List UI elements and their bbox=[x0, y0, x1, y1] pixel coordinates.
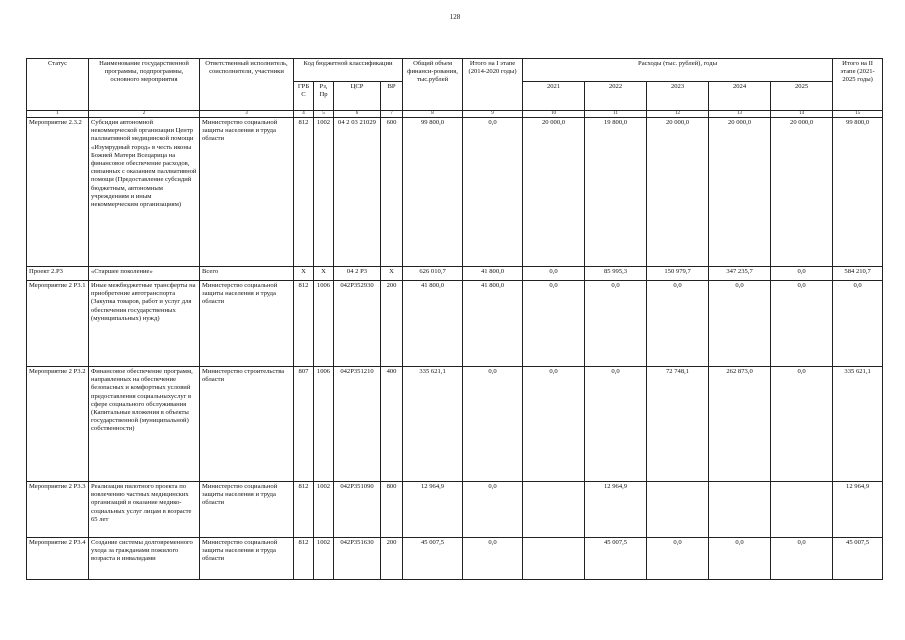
column-number: 10 bbox=[523, 111, 585, 118]
row-responsible: Министерство социальной защиты населения и труда области bbox=[200, 538, 294, 580]
row-2025: 0,0 bbox=[771, 281, 833, 367]
row-stage1: 41 800,0 bbox=[463, 281, 523, 367]
row-2024: 20 000,0 bbox=[709, 118, 771, 267]
row-grbs: 807 bbox=[294, 367, 314, 482]
column-number: 11 bbox=[585, 111, 647, 118]
row-2022: 0,0 bbox=[585, 367, 647, 482]
row-responsible: Министерство социальной защиты населения и труда области bbox=[200, 482, 294, 538]
column-number: 2 bbox=[89, 111, 200, 118]
row-grbs: Х bbox=[294, 267, 314, 281]
row-2023: 150 979,7 bbox=[647, 267, 709, 281]
table-row bbox=[27, 367, 883, 482]
row-2024 bbox=[709, 482, 771, 538]
row-2024: 0,0 bbox=[709, 538, 771, 580]
page-number: 128 bbox=[449, 13, 461, 21]
row-2023: 0,0 bbox=[647, 538, 709, 580]
column-number: 4 bbox=[294, 111, 314, 118]
row-vr: Х bbox=[381, 267, 403, 281]
table-row bbox=[27, 267, 883, 281]
row-responsible: Министерство социальной защиты населения и труда области bbox=[200, 281, 294, 367]
row-rzpr: 1002 bbox=[314, 538, 334, 580]
header-year-2024: 2024 bbox=[709, 82, 771, 111]
header-responsible: Ответственный исполнитель, соисполнители, участники bbox=[200, 59, 294, 111]
row-stage2: 99 800,0 bbox=[833, 118, 883, 267]
row-2021: 20 000,0 bbox=[523, 118, 585, 267]
column-number: 13 bbox=[709, 111, 771, 118]
row-grbs: 812 bbox=[294, 538, 314, 580]
row-csr: 042Р351630 bbox=[334, 538, 381, 580]
column-number: 7 bbox=[381, 111, 403, 118]
row-2021: 0,0 bbox=[523, 267, 585, 281]
row-2025 bbox=[771, 482, 833, 538]
column-number: 6 bbox=[334, 111, 381, 118]
row-vr: 400 bbox=[381, 367, 403, 482]
row-stage2: 0,0 bbox=[833, 281, 883, 367]
column-number: 8 bbox=[403, 111, 463, 118]
header-csr: ЦСР bbox=[334, 82, 381, 111]
table-row bbox=[27, 482, 883, 538]
row-2021: 0,0 bbox=[523, 367, 585, 482]
row-grbs: 812 bbox=[294, 118, 314, 267]
row-2022: 45 007,5 bbox=[585, 538, 647, 580]
row-vr: 200 bbox=[381, 538, 403, 580]
column-number: 14 bbox=[771, 111, 833, 118]
row-2023 bbox=[647, 482, 709, 538]
row-status: Мероприятие 2 Р3.4 bbox=[27, 538, 89, 580]
column-number: 5 bbox=[314, 111, 334, 118]
row-responsible: Министерство социальной защиты населения и труда области bbox=[200, 118, 294, 267]
table-row bbox=[27, 538, 883, 580]
row-total: 45 007,5 bbox=[403, 538, 463, 580]
header-expenses: Расходы (тыс. рублей), годы bbox=[523, 59, 833, 82]
header-status: Статус bbox=[27, 59, 89, 111]
row-csr: 042Р351210 bbox=[334, 367, 381, 482]
row-grbs: 812 bbox=[294, 281, 314, 367]
header-year-2021: 2021 bbox=[523, 82, 585, 111]
row-2022: 19 800,0 bbox=[585, 118, 647, 267]
table-row bbox=[27, 118, 883, 267]
row-vr: 800 bbox=[381, 482, 403, 538]
header-year-2025: 2025 bbox=[771, 82, 833, 111]
row-2025: 0,0 bbox=[771, 538, 833, 580]
header-total-volume: Общий объем финанси-рования, тыс.рублей bbox=[403, 59, 463, 111]
row-vr: 600 bbox=[381, 118, 403, 267]
row-total: 41 800,0 bbox=[403, 281, 463, 367]
row-2024: 262 873,0 bbox=[709, 367, 771, 482]
row-status: Мероприятие 2 Р3.3 bbox=[27, 482, 89, 538]
row-2025: 0,0 bbox=[771, 267, 833, 281]
row-vr: 200 bbox=[381, 281, 403, 367]
row-stage1: 0,0 bbox=[463, 118, 523, 267]
row-2023: 72 748,1 bbox=[647, 367, 709, 482]
row-csr: 042Р352930 bbox=[334, 281, 381, 367]
header-stage2-total: Итого на II этапе (2021-2025 годы) bbox=[833, 59, 883, 111]
column-number-row bbox=[27, 111, 883, 118]
header-grbs: ГРБС bbox=[294, 82, 314, 111]
row-stage2: 12 964,9 bbox=[833, 482, 883, 538]
row-2025: 20 000,0 bbox=[771, 118, 833, 267]
column-number: 3 bbox=[200, 111, 294, 118]
row-status: Проект 2.Р3 bbox=[27, 267, 89, 281]
row-stage2: 335 621,1 bbox=[833, 367, 883, 482]
header-stage1-total: Итого на I этапе (2014-2020 годы) bbox=[463, 59, 523, 111]
row-name: «Старшее поколение» bbox=[89, 267, 200, 281]
row-2021 bbox=[523, 482, 585, 538]
row-2024: 347 235,7 bbox=[709, 267, 771, 281]
row-total: 99 800,0 bbox=[403, 118, 463, 267]
row-responsible: Всего bbox=[200, 267, 294, 281]
row-2022: 85 995,3 bbox=[585, 267, 647, 281]
budget-table bbox=[26, 58, 883, 580]
column-number: 1 bbox=[27, 111, 89, 118]
row-csr: 04 2 03 21029 bbox=[334, 118, 381, 267]
row-stage2: 584 210,7 bbox=[833, 267, 883, 281]
row-total: 335 621,1 bbox=[403, 367, 463, 482]
header-budget-code: Код бюджетной классификации bbox=[294, 59, 403, 82]
table-row bbox=[27, 281, 883, 367]
row-2021: 0,0 bbox=[523, 281, 585, 367]
row-stage1: 0,0 bbox=[463, 367, 523, 482]
row-status: Мероприятие 2.3.2 bbox=[27, 118, 89, 267]
header-rzpr: Рз, Пр bbox=[314, 82, 334, 111]
header-year-2022: 2022 bbox=[585, 82, 647, 111]
row-2025: 0,0 bbox=[771, 367, 833, 482]
row-grbs: 812 bbox=[294, 482, 314, 538]
row-name: Иные межбюджетные трансферты на приобретение автотранспорта (Закупка товаров, работ и услуг для обеспечения государственных (муниципальных) нужд) bbox=[89, 281, 200, 367]
row-status: Мероприятие 2 Р3.1 bbox=[27, 281, 89, 367]
row-total: 12 964,9 bbox=[403, 482, 463, 538]
row-name: Субсидия автономной некоммерческой организации Центр паллиативной медицинской помощи «Изумрудный город» в честь иконы Божией Матери Всецарица на финансовое обеспечение расходов, связанных с оказанием паллиативной помощи (Предоставление субсидий бюджетным, автономным учреждениям и иным некоммерческим организациям) bbox=[89, 118, 200, 267]
row-2023: 0,0 bbox=[647, 281, 709, 367]
row-rzpr: 1002 bbox=[314, 482, 334, 538]
column-number: 12 bbox=[647, 111, 709, 118]
row-name: Создание системы долговременного ухода за гражданами пожилого возраста и инвалидами bbox=[89, 538, 200, 580]
row-stage1: 41 800,0 bbox=[463, 267, 523, 281]
row-responsible: Министерство строительства области bbox=[200, 367, 294, 482]
row-rzpr: 1006 bbox=[314, 367, 334, 482]
row-2024: 0,0 bbox=[709, 281, 771, 367]
row-rzpr: 1002 bbox=[314, 118, 334, 267]
row-stage2: 45 007,5 bbox=[833, 538, 883, 580]
row-2023: 20 000,0 bbox=[647, 118, 709, 267]
row-csr: 04 2 Р3 bbox=[334, 267, 381, 281]
header-vr: ВР bbox=[381, 82, 403, 111]
column-number: 9 bbox=[463, 111, 523, 118]
row-rzpr: Х bbox=[314, 267, 334, 281]
row-status: Мероприятие 2 Р3.2 bbox=[27, 367, 89, 482]
row-rzpr: 1006 bbox=[314, 281, 334, 367]
row-total: 626 010,7 bbox=[403, 267, 463, 281]
row-2021 bbox=[523, 538, 585, 580]
row-name: Реализация пилотного проекта по вовлечению частных медицинских организаций в оказание медико-социальных услуг лицам в возрасте 65 лет bbox=[89, 482, 200, 538]
row-csr: 042Р351090 bbox=[334, 482, 381, 538]
row-2022: 0,0 bbox=[585, 281, 647, 367]
row-name: Финансовое обеспечение программ, направленных на обеспечение безопасных и комфортных условий предоставления социальныхуслуг в сфере социального обслуживания (Капитальные вложения в объекты государственной (муниципальной) собственности) bbox=[89, 367, 200, 482]
row-2022: 12 964,9 bbox=[585, 482, 647, 538]
header-name: Наименование государственной программы, подпрограммы, основного мероприятия bbox=[89, 59, 200, 111]
column-number: 15 bbox=[833, 111, 883, 118]
row-stage1: 0,0 bbox=[463, 538, 523, 580]
header-year-2023: 2023 bbox=[647, 82, 709, 111]
row-stage1: 0,0 bbox=[463, 482, 523, 538]
